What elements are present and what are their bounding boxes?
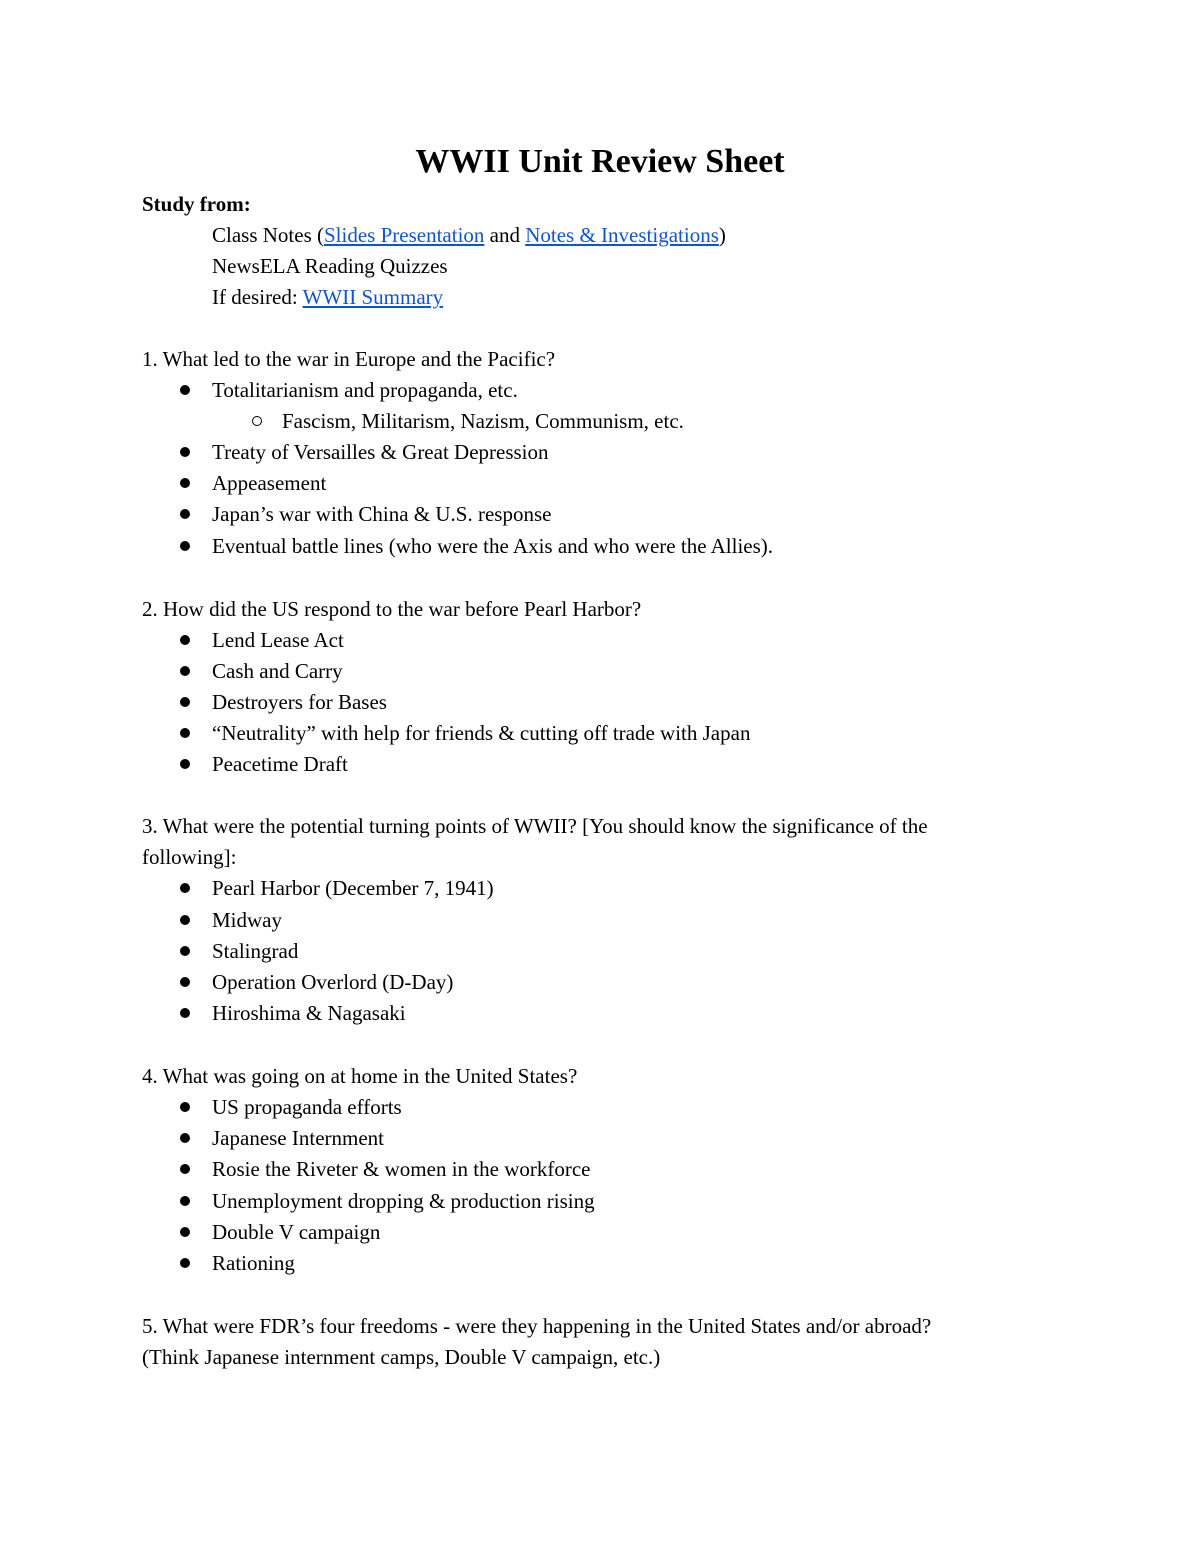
list-item: Rationing xyxy=(212,1251,295,1275)
list-item: Rosie the Riveter & women in the workforce xyxy=(212,1157,591,1181)
question-3-line-2: following]: xyxy=(142,845,237,869)
bullet-icon xyxy=(180,977,190,987)
bullet-icon xyxy=(180,759,190,769)
question-1: 1. What led to the war in Europe and the Pacific? xyxy=(142,347,556,371)
study-from-label: Study from: xyxy=(142,192,251,216)
bullet-icon xyxy=(180,728,190,738)
wwii-summary-link[interactable]: WWII Summary xyxy=(302,285,444,309)
list-item: Cash and Carry xyxy=(212,659,343,683)
bullet-icon xyxy=(180,883,190,893)
list-item: Appeasement xyxy=(212,471,327,495)
bullet-icon xyxy=(180,1102,190,1112)
class-notes-prefix: Class Notes ( xyxy=(212,223,324,247)
list-item: Pearl Harbor (December 7, 1941) xyxy=(212,876,494,900)
bullet-icon xyxy=(180,915,190,925)
list-item: Fascism, Militarism, Nazism, Communism, etc. xyxy=(282,409,684,433)
list-item: US propaganda efforts xyxy=(212,1095,402,1119)
if-desired-prefix: If desired: xyxy=(212,285,303,309)
bullet-icon xyxy=(180,635,190,645)
notes-investigations-link[interactable]: Notes & Investigations xyxy=(525,223,719,247)
and-text: and xyxy=(484,223,526,247)
newsela-line: NewsELA Reading Quizzes xyxy=(212,254,448,278)
list-item: “Neutrality” with help for friends & cutting off trade with Japan xyxy=(212,721,751,745)
list-item: Unemployment dropping & production rising xyxy=(212,1189,595,1213)
bullet-icon xyxy=(180,1133,190,1143)
list-item: Japanese Internment xyxy=(212,1126,385,1150)
class-notes-suffix: ) xyxy=(718,223,726,247)
bullet-icon xyxy=(180,385,190,395)
list-item: Midway xyxy=(212,908,282,932)
list-item: Double V campaign xyxy=(212,1220,381,1244)
bullet-icon xyxy=(180,447,190,457)
bullet-icon xyxy=(180,1258,190,1268)
list-item: Japan’s war with China & U.S. response xyxy=(212,502,552,526)
list-item: Operation Overlord (D-Day) xyxy=(212,970,454,994)
question-3-line-1: 3. What were the potential turning points of WWII? [You should know the significance of the xyxy=(142,814,928,838)
sub-bullet-icon xyxy=(252,416,262,426)
bullet-icon xyxy=(180,478,190,488)
bullet-icon xyxy=(180,509,190,519)
list-item: Totalitarianism and propaganda, etc. xyxy=(212,378,518,402)
class-notes-line xyxy=(212,221,726,249)
bullet-icon xyxy=(180,1196,190,1206)
list-item: Hiroshima & Nagasaki xyxy=(212,1001,406,1025)
bullet-icon xyxy=(180,946,190,956)
bullet-icon xyxy=(180,1227,190,1237)
bullet-icon xyxy=(180,1164,190,1174)
list-item: Lend Lease Act xyxy=(212,628,344,652)
page-title: WWII Unit Review Sheet xyxy=(415,143,785,180)
list-item: Treaty of Versailles & Great Depression xyxy=(212,440,549,464)
if-desired-line xyxy=(212,283,443,311)
bullet-icon xyxy=(180,1008,190,1018)
question-2: 2. How did the US respond to the war before Pearl Harbor? xyxy=(142,597,642,621)
slides-presentation-link[interactable]: Slides Presentation xyxy=(324,223,485,247)
bullet-icon xyxy=(180,666,190,676)
bullet-icon xyxy=(180,541,190,551)
list-item: Peacetime Draft xyxy=(212,752,348,776)
question-4: 4. What was going on at home in the United States? xyxy=(142,1064,578,1088)
list-item: Eventual battle lines (who were the Axis and who were the Allies). xyxy=(212,534,774,558)
bullet-icon xyxy=(180,697,190,707)
question-5-line-1: 5. What were FDR’s four freedoms - were they happening in the United States and/or abroad? xyxy=(142,1314,932,1338)
list-item: Stalingrad xyxy=(212,939,299,963)
question-5-line-2: (Think Japanese internment camps, Double V campaign, etc.) xyxy=(142,1345,661,1369)
list-item: Destroyers for Bases xyxy=(212,690,387,714)
